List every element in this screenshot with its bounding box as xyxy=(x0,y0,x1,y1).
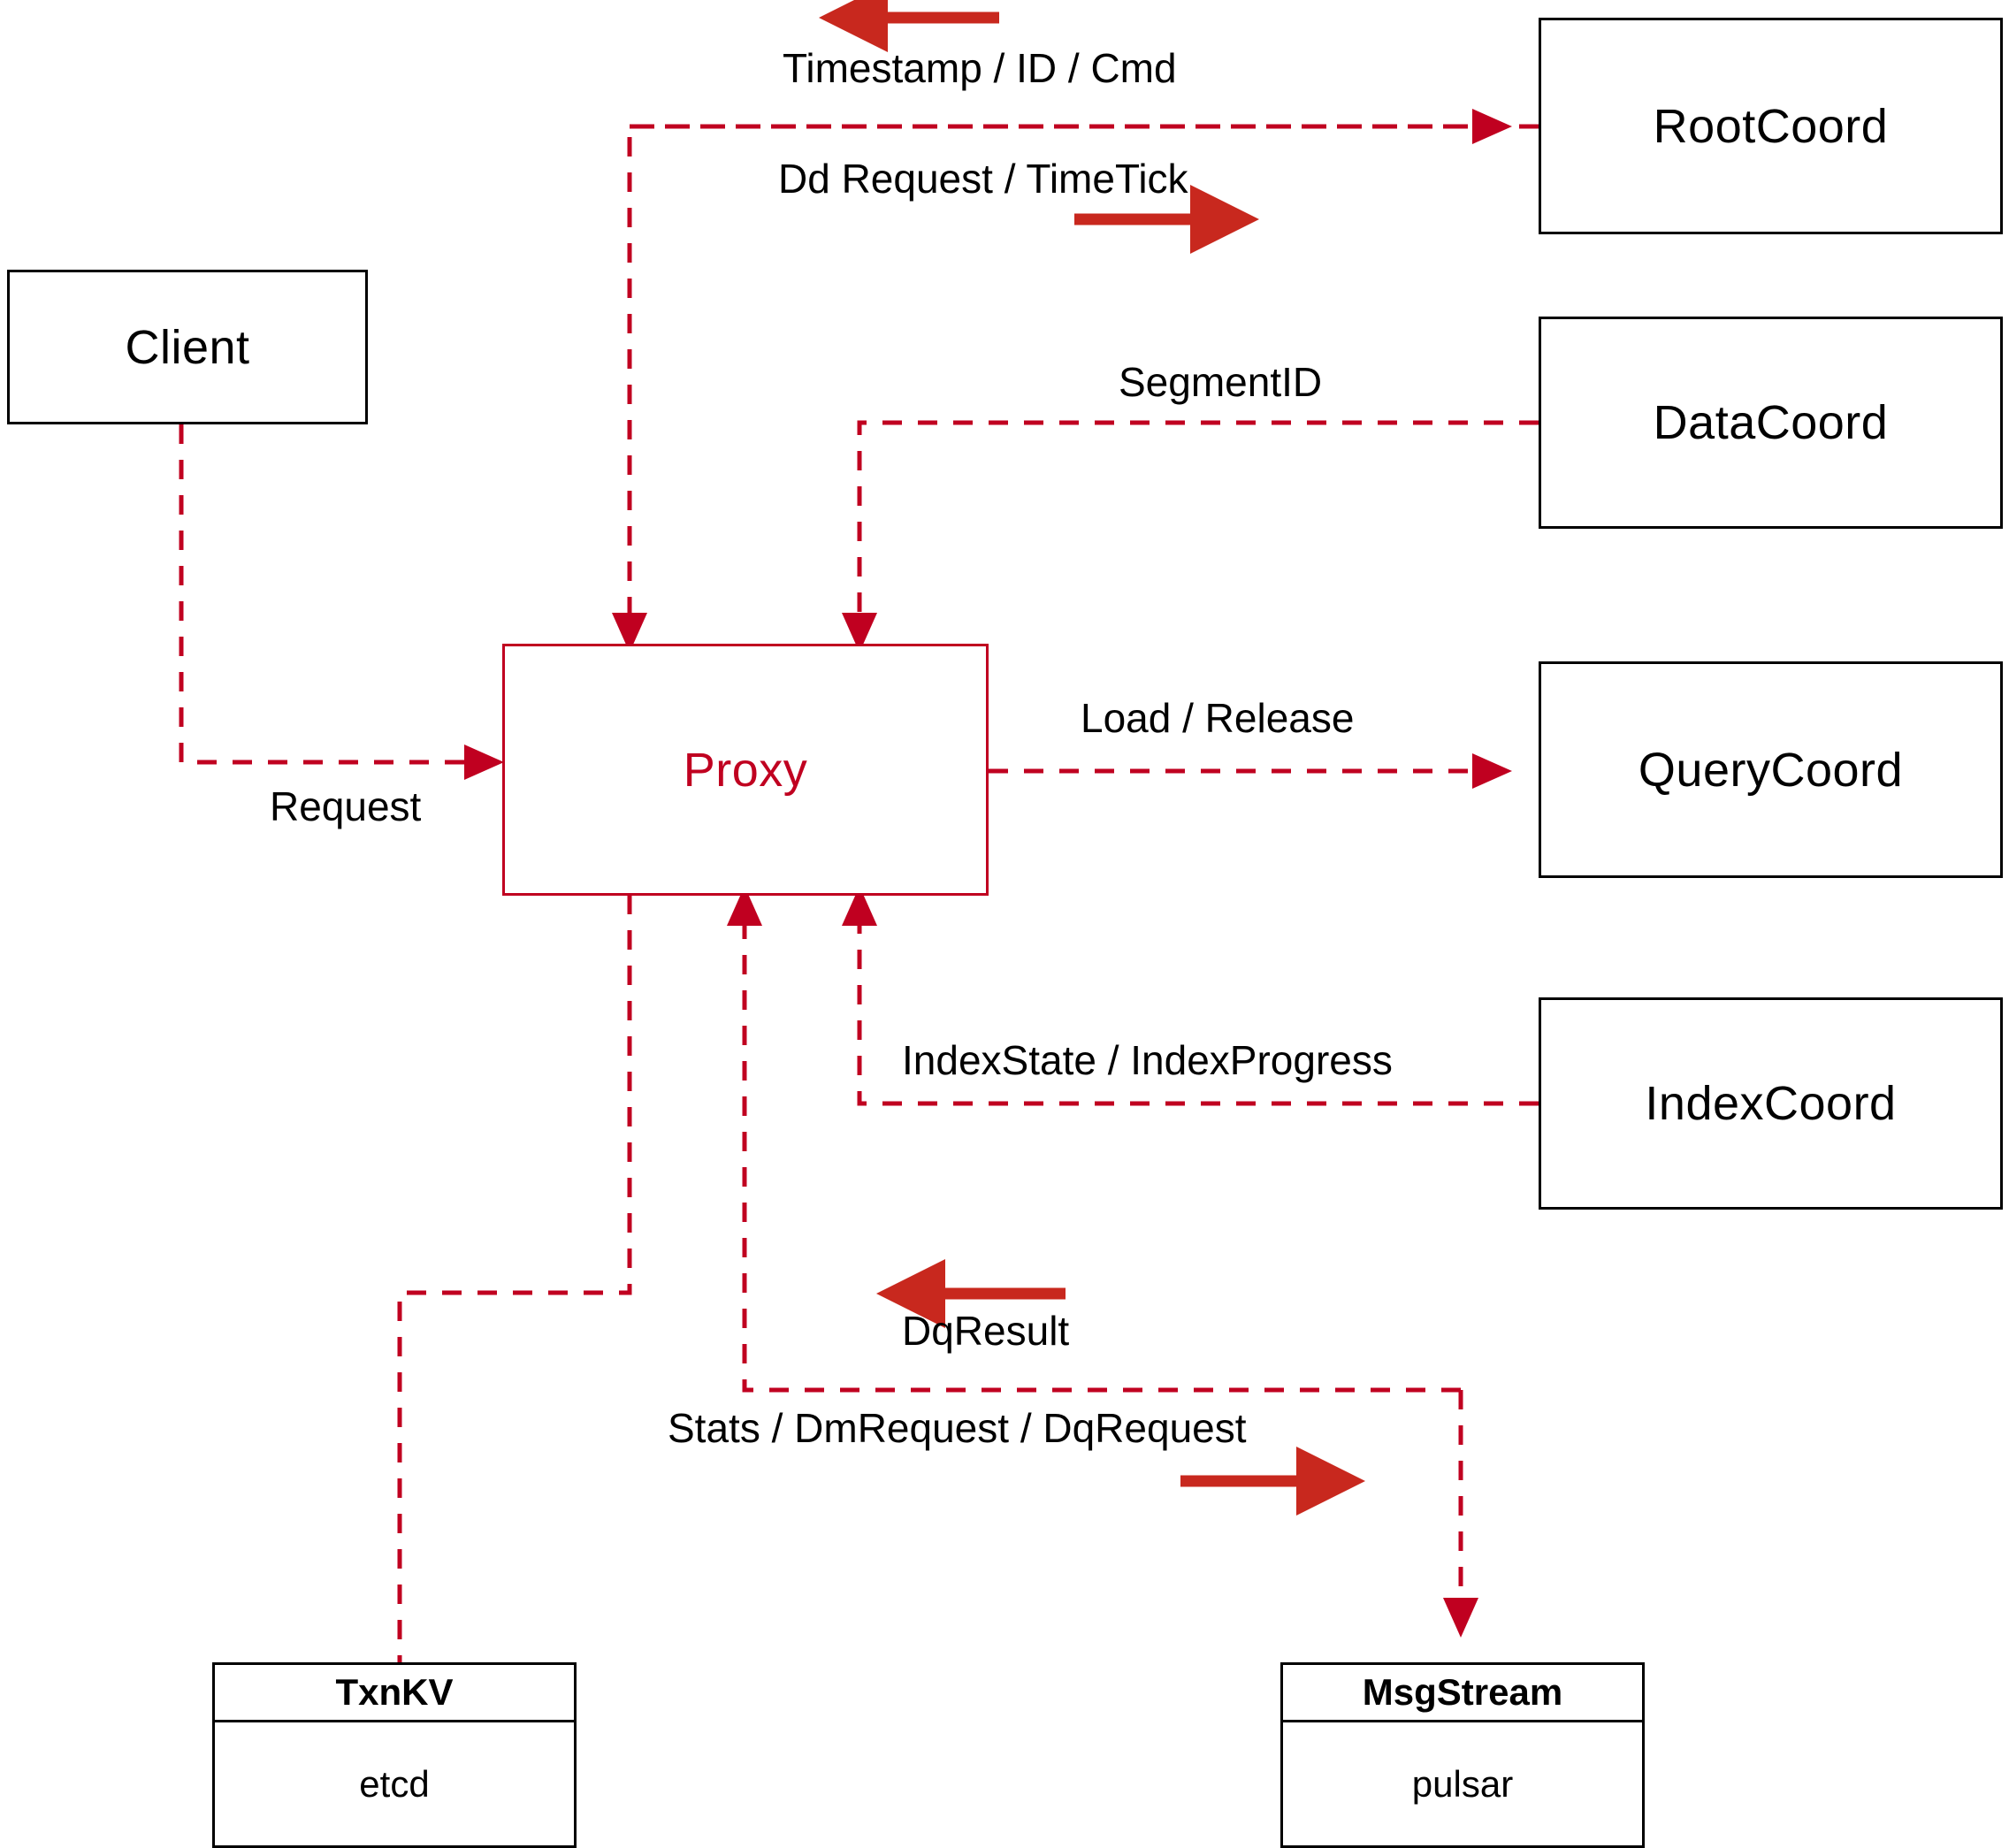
node-proxy-label: Proxy xyxy=(683,743,808,797)
edge-label-segmentid: SegmentID xyxy=(1119,359,1323,405)
node-datacoord-label: DataCoord xyxy=(1653,396,1889,449)
edge-label-stats-dmrequest-dqrequest: Stats / DmRequest / DqRequest xyxy=(668,1405,1247,1451)
node-rootcoord[interactable] xyxy=(1539,18,2003,234)
store-txnkv[interactable] xyxy=(212,1662,577,1848)
store-txnkv-title: TxnKV xyxy=(215,1665,574,1722)
node-client-label: Client xyxy=(125,320,250,374)
node-querycoord-label: QueryCoord xyxy=(1638,743,1904,797)
node-proxy[interactable] xyxy=(502,644,989,896)
edge-label-dd-request-timetick: Dd Request / TimeTick xyxy=(778,156,1188,202)
node-querycoord[interactable] xyxy=(1539,661,2003,878)
node-rootcoord-label: RootCoord xyxy=(1653,99,1889,153)
edge-label-indexstate-indexprogress: IndexState / IndexProgress xyxy=(902,1037,1393,1083)
store-msgstream-title: MsgStream xyxy=(1283,1665,1642,1722)
edge-label-timestamp-id-cmd: Timestamp / ID / Cmd xyxy=(783,45,1177,91)
node-client[interactable] xyxy=(7,270,368,424)
store-msgstream-body: pulsar xyxy=(1411,1762,1514,1805)
node-indexcoord-label: IndexCoord xyxy=(1645,1077,1897,1130)
node-indexcoord[interactable] xyxy=(1539,997,2003,1210)
store-msgstream[interactable] xyxy=(1280,1662,1645,1848)
edge-label-dqresult: DqResult xyxy=(902,1308,1070,1354)
store-txnkv-body: etcd xyxy=(359,1762,430,1805)
node-datacoord[interactable] xyxy=(1539,317,2003,529)
edge-label-request: Request xyxy=(270,783,422,829)
edge-label-load-release: Load / Release xyxy=(1081,695,1355,741)
